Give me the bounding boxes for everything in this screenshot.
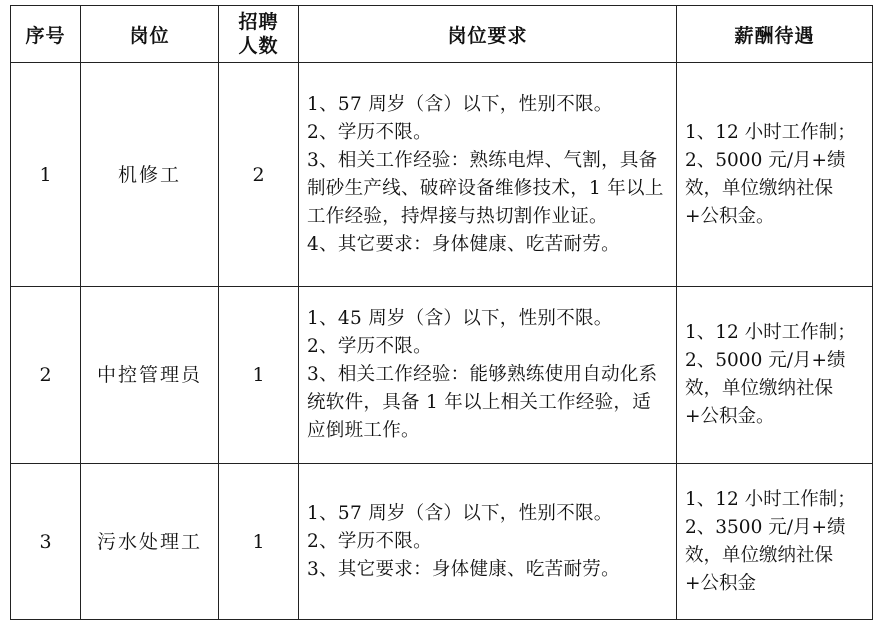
salary-item: 1、12 小时工作制； (685, 488, 856, 510)
row-count: 1 (219, 287, 299, 464)
table-row (11, 287, 873, 464)
row-no: 3 (11, 464, 81, 620)
salary-item: 1、12 小时工作制； (685, 121, 856, 143)
requirement-item: 1、57 周岁（含）以下，性别不限。 (307, 93, 613, 115)
recruitment-table-container (10, 5, 873, 620)
requirement-item: 3、相关工作经验：能够熟练使用自动化系统软件，具备 1 年以上相关工作经验，适应倒班工作。 (307, 364, 658, 441)
requirement-item: 2、学历不限。 (307, 530, 432, 552)
row-requirements (299, 63, 677, 287)
requirement-item: 1、57 周岁（含）以下，性别不限。 (307, 502, 613, 524)
salary-item: 2、5000 元/月+绩效，单位缴纳社保+公积金。 (685, 149, 846, 227)
row-salary (677, 287, 873, 464)
salary-item: 2、5000 元/月+绩效，单位缴纳社保+公积金。 (685, 350, 846, 427)
requirement-item: 4、其它要求：身体健康、吃苦耐劳。 (307, 233, 620, 255)
recruitment-table (10, 5, 873, 620)
requirement-item: 1、45 周岁（含）以下，性别不限。 (307, 308, 613, 329)
salary-item: 1、12 小时工作制； (685, 322, 856, 343)
header-requirements: 岗位要求 (299, 6, 677, 63)
row-count: 2 (219, 63, 299, 287)
row-salary (677, 63, 873, 287)
row-position: 中控管理员 (81, 287, 219, 464)
requirement-item: 2、学历不限。 (307, 336, 432, 357)
header-position: 岗位 (81, 6, 219, 63)
header-salary: 薪酬待遇 (677, 6, 873, 63)
row-no: 2 (11, 287, 81, 464)
row-no: 1 (11, 63, 81, 287)
table-row (11, 464, 873, 620)
header-row (11, 6, 873, 63)
row-position: 污水处理工 (81, 464, 219, 620)
requirement-item: 3、相关工作经验：熟练电焊、气割，具备制砂生产线、破碎设备维修技术，1 年以上工作经验，持焊接与热切割作业证。 (307, 149, 664, 227)
table-row (11, 63, 873, 287)
header-count-line1: 招聘 (238, 11, 279, 33)
requirement-item: 3、其它要求：身体健康、吃苦耐劳。 (307, 558, 620, 580)
row-position: 机修工 (81, 63, 219, 287)
header-count (219, 6, 299, 63)
header-no: 序号 (11, 6, 81, 63)
header-count-line2: 人数 (238, 35, 279, 57)
row-requirements (299, 464, 677, 620)
salary-item: 2、3500 元/月+绩效，单位缴纳社保+公积金 (685, 516, 846, 594)
row-count: 1 (219, 464, 299, 620)
row-salary (677, 464, 873, 620)
requirement-item: 2、学历不限。 (307, 121, 432, 143)
row-requirements (299, 287, 677, 464)
